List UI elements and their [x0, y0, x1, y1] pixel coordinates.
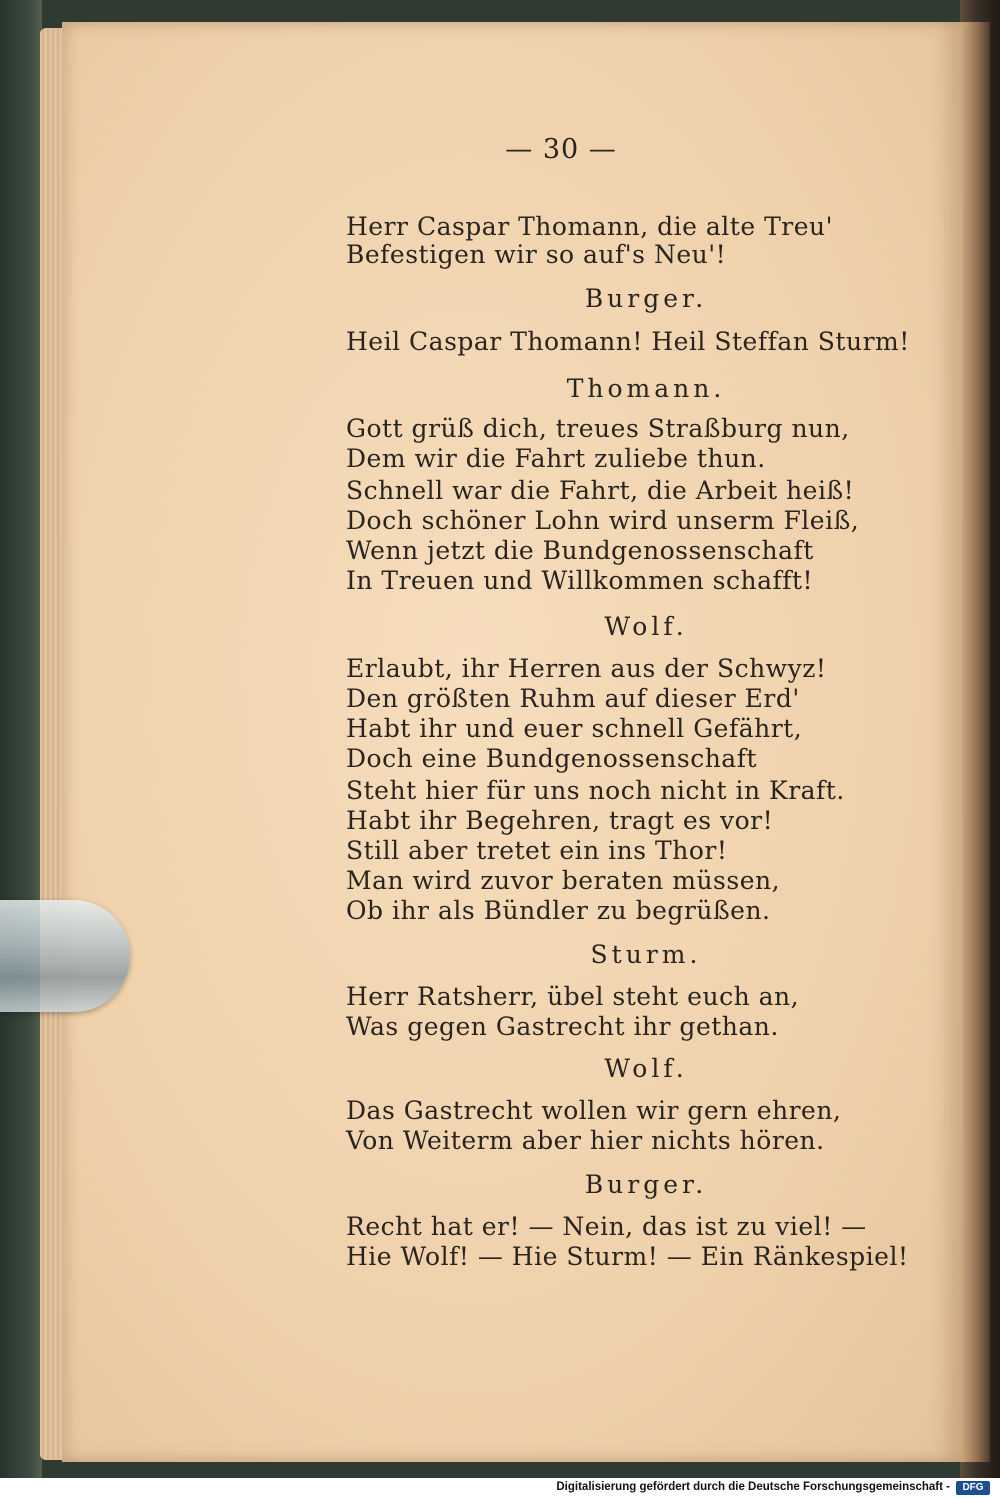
verse-line: Steht hier für uns noch nicht in Kraft.: [346, 776, 845, 805]
verse-line: Dem wir die Fahrt zuliebe thun.: [346, 444, 766, 473]
funding-notice: Digitalisierung gefördert durch die Deutsche Forschungsgemeinschaft -: [556, 1481, 950, 1493]
verse-line: Gott grüß dich, treues Straßburg nun,: [346, 414, 850, 443]
page-number: — 30 —: [505, 134, 617, 165]
verse-line: Befestigen wir so auf's Neu'!: [346, 240, 727, 269]
verse-line: Hie Wolf! — Hie Sturm! — Ein Ränkespiel!: [346, 1242, 909, 1271]
verse-line: Schnell war die Fahrt, die Arbeit heiß!: [346, 476, 855, 505]
verse-line: Habt ihr Begehren, tragt es vor!: [346, 806, 774, 835]
speaker-name: Wolf.: [604, 1054, 688, 1083]
scanner-background-left: [0, 0, 42, 1478]
speaker-name: Thomann.: [566, 374, 726, 403]
book-page: [62, 22, 962, 1462]
verse-line: Still aber tretet ein ins Thor!: [346, 836, 728, 865]
footer-bar: [0, 1478, 1000, 1498]
speaker-name: Wolf.: [604, 612, 688, 641]
verse-line: Was gegen Gastrecht ihr gethan.: [346, 1012, 779, 1041]
verse-line: Recht hat er! — Nein, das ist zu viel! —: [346, 1212, 867, 1241]
verse-line: Das Gastrecht wollen wir gern ehren,: [346, 1096, 842, 1125]
verse-line: Den größten Ruhm auf dieser Erd': [346, 684, 800, 713]
speaker-name: Burger.: [584, 1170, 708, 1199]
verse-line: Herr Ratsherr, übel steht euch an,: [346, 982, 800, 1011]
verse-line: Erlaubt, ihr Herren aus der Schwyz!: [346, 654, 827, 683]
verse-line: Wenn jetzt die Bundgenossenschaft: [346, 536, 814, 565]
verse-line: Habt ihr und euer schnell Gefährt,: [346, 714, 803, 743]
verse-line: Herr Caspar Thomann, die alte Treu': [346, 212, 833, 241]
dfg-logo: DFG: [956, 1481, 990, 1495]
verse-line: Heil Caspar Thomann! Heil Steffan Sturm!: [346, 327, 910, 356]
verse-line: In Treuen und Willkommen schafft!: [346, 566, 814, 595]
verse-line: Von Weiterm aber hier nichts hören.: [346, 1126, 825, 1155]
verse-line: Ob ihr als Bündler zu begrüßen.: [346, 896, 771, 925]
verse-line: Doch eine Bundgenossenschaft: [346, 744, 757, 773]
verse-line: Man wird zuvor beraten müssen,: [346, 866, 781, 895]
speaker-name: Sturm.: [590, 940, 702, 969]
speaker-name: Burger.: [584, 284, 708, 313]
page-gutter: [962, 22, 990, 1462]
verse-line: Doch schöner Lohn wird unserm Fleiß,: [346, 506, 860, 535]
page-holder-clip: [0, 900, 130, 1012]
